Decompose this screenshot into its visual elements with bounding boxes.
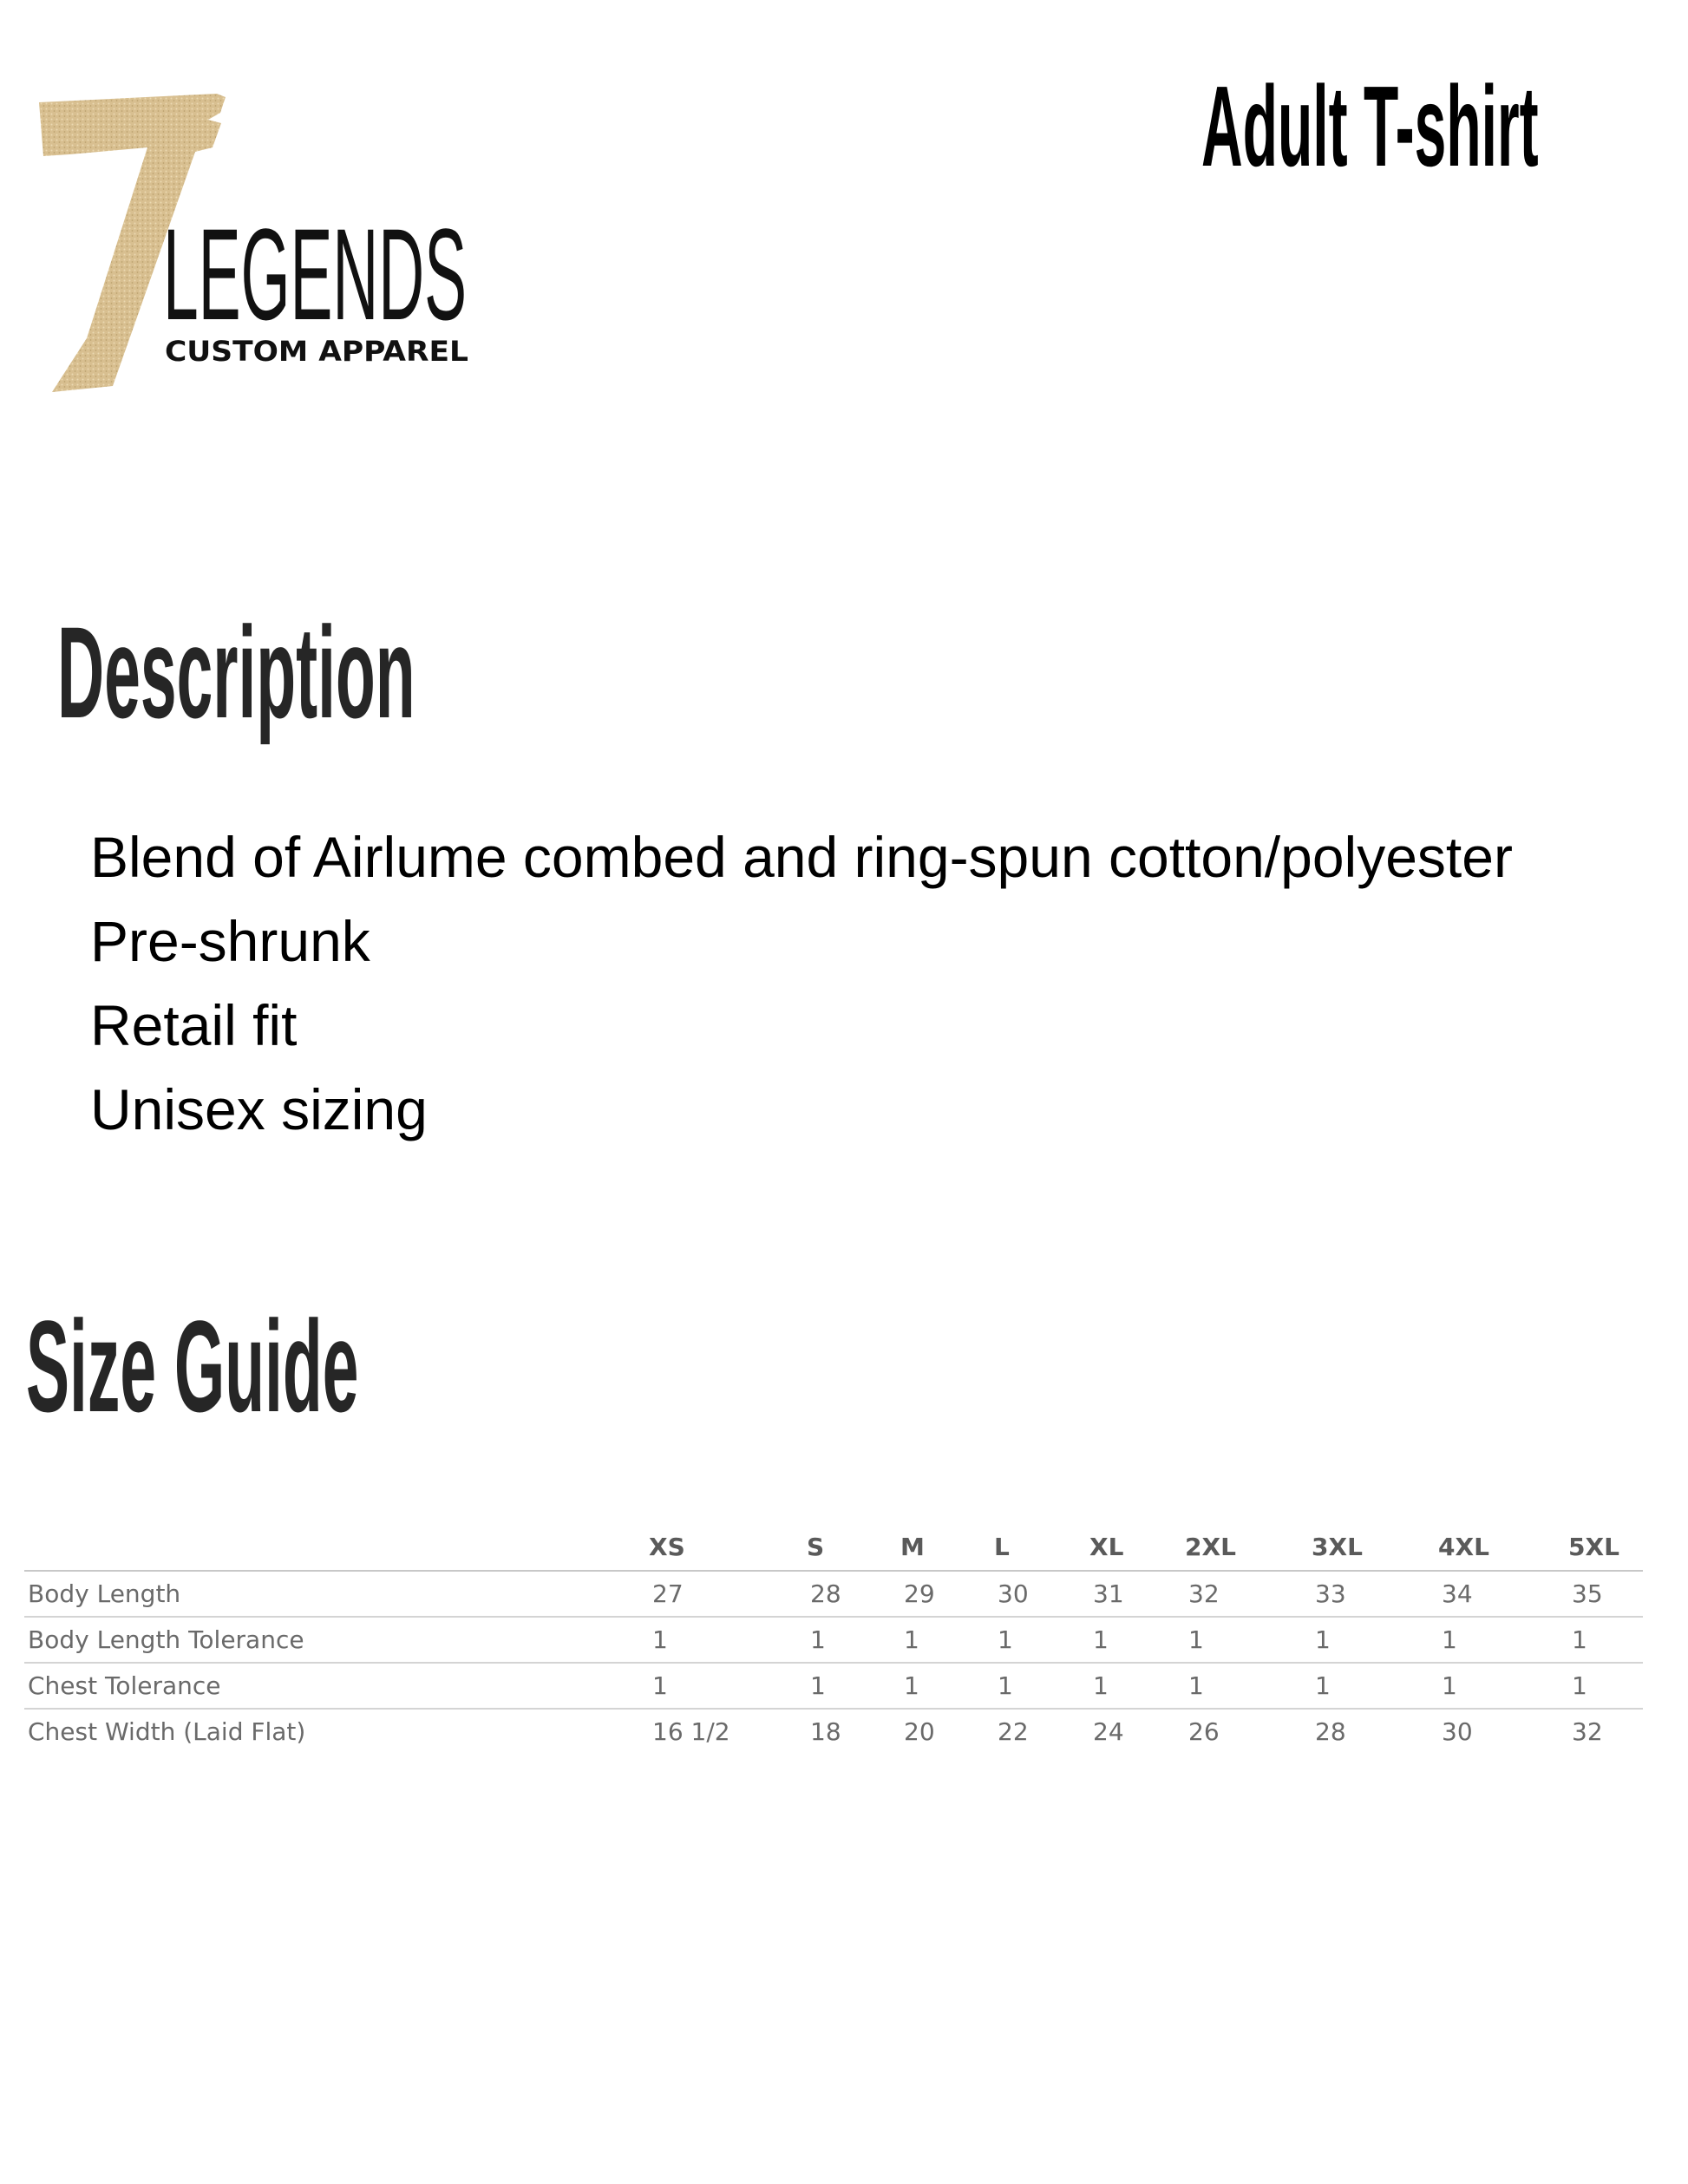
table-cell: 1 [1438,1663,1568,1709]
list-item: Pre-shrunk [90,909,370,973]
table-cell: 1 [1312,1617,1438,1663]
table-cell: 1 [1438,1617,1568,1663]
column-header: 4XL [1438,1527,1568,1571]
table-cell: 16 1/2 [652,1717,730,1746]
table-cell: 1 [649,1663,807,1709]
page-title: Adult T-shirt [1201,62,1539,190]
table-cell: 29 [900,1571,994,1617]
size-guide-heading: Size Guide [26,1293,359,1439]
table-cell: 34 [1438,1571,1568,1617]
table-cell: 27 [649,1571,807,1617]
table-cell: 1 [1568,1617,1643,1663]
table-cell: Chest Tolerance [24,1663,649,1709]
table-cell: Body Length Tolerance [24,1617,649,1663]
table-cell: 22 [998,1717,1029,1746]
table-cell: 30 [994,1571,1089,1617]
table-cell: 1 [807,1617,900,1663]
table-cell: 20 [904,1717,935,1746]
table-cell: 18 [810,1717,841,1746]
table-cell: 28 [807,1571,900,1617]
table-cell: 1 [1089,1663,1185,1709]
table-cell: 1 [1185,1663,1312,1709]
table-cell: 31 [1089,1571,1185,1617]
list-item: Blend of Airlume combed and ring-spun cotton/polyester [90,825,1513,889]
table-row [24,1571,1643,1617]
column-header [24,1527,649,1571]
table-cell: 30 [1442,1717,1473,1746]
list-item: Retail fit [90,993,298,1057]
column-header: 2XL [1185,1527,1312,1571]
table-cell: 1 [1089,1617,1185,1663]
table-cell: Body Length [24,1571,649,1617]
column-header: XS [649,1527,807,1571]
table-cell: 1 [900,1617,994,1663]
table-cell: 1 [649,1617,807,1663]
table-header-row [24,1527,1643,1571]
table-row [24,1709,1643,1754]
table-cell: 1 [900,1663,994,1709]
column-header: 3XL [1312,1527,1438,1571]
table-cell: 1 [1312,1663,1438,1709]
size-table [24,1527,1643,1754]
table-cell: Chest Width (Laid Flat) [28,1717,306,1746]
logo-name: LEGENDS [163,201,467,347]
table-cell: 35 [1568,1571,1643,1617]
table-row [24,1617,1643,1663]
table-row [24,1663,1643,1709]
column-header: L [994,1527,1089,1571]
table-cell: 1 [1185,1617,1312,1663]
table-cell: 1 [1568,1663,1643,1709]
table-cell: 32 [1185,1571,1312,1617]
table-cell: 24 [1093,1717,1124,1746]
description-list [90,815,1513,1152]
list-item: Unisex sizing [90,1077,428,1141]
column-header: XL [1089,1527,1185,1571]
table-cell: 1 [994,1663,1089,1709]
column-header: S [807,1527,900,1571]
table-cell: 1 [994,1617,1089,1663]
table-cell: 28 [1315,1717,1346,1746]
column-header: 5XL [1568,1527,1643,1571]
logo-tagline: CUSTOM APPAREL [165,335,468,368]
table-cell: 1 [807,1663,900,1709]
column-header: M [900,1527,994,1571]
brand-logo [35,87,486,416]
table-cell: 33 [1312,1571,1438,1617]
description-heading: Description [57,599,415,745]
table-cell: 32 [1572,1717,1603,1746]
table-cell: 26 [1188,1717,1220,1746]
